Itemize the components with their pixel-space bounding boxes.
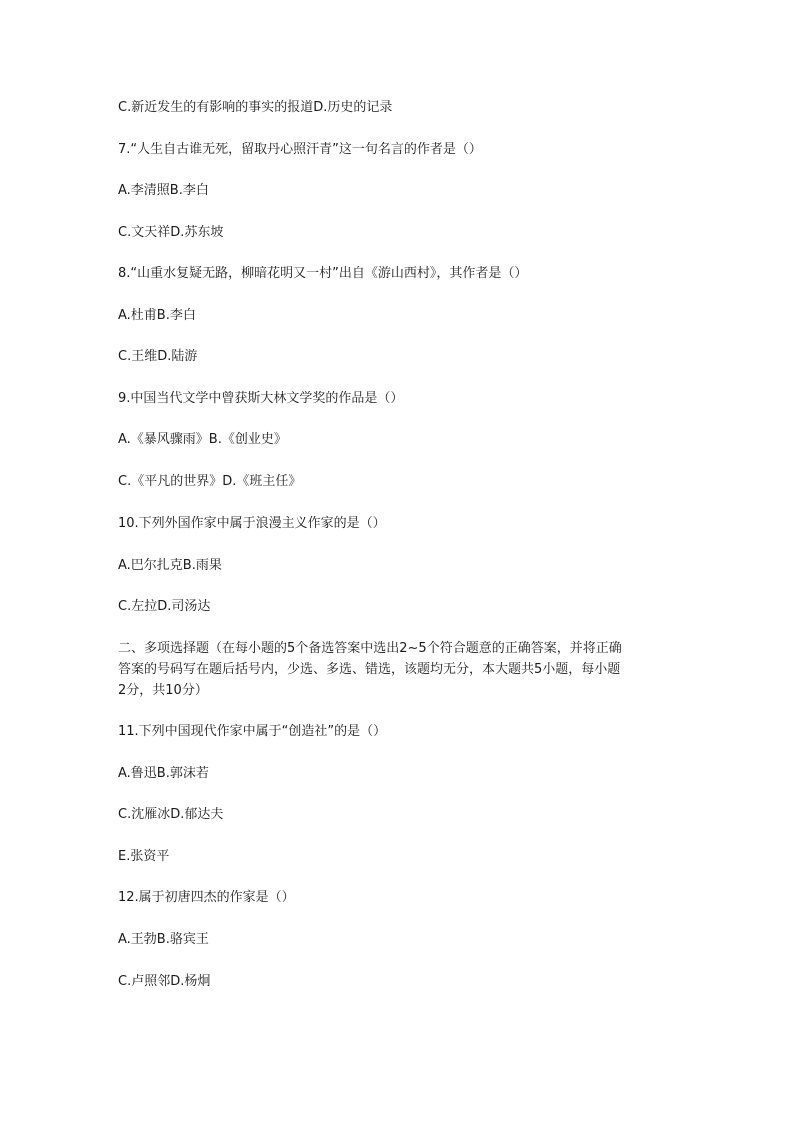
- option-line-12ab: A.王勃B.骆宾王: [118, 932, 209, 947]
- option-line-10ab: A.巴尔扎克B.雨果: [118, 558, 222, 573]
- option-line-10cd: C.左拉D.司汤达: [118, 599, 211, 614]
- question-9: 9.中国当代文学中曾获斯大林文学奖的作品是（）: [118, 391, 404, 406]
- option-line-7ab: A.李清照B.李白: [118, 183, 209, 198]
- option-line-9cd: C.《平凡的世界》D.《班主任》: [118, 474, 302, 489]
- section-heading-multiple-choice: [118, 638, 678, 701]
- section-heading-line-1: 二、多项选择题（在每小题的5个备选答案中选出2~5个符合题意的正确答案，并将正确: [118, 641, 622, 656]
- option-line-6cd: C.新近发生的有影响的事实的报道D.历史的记录: [118, 100, 393, 115]
- question-7: 7.“人生自古谁无死，留取丹心照汗青”这一句名言的作者是（）: [118, 142, 482, 157]
- option-line-7cd: C.文天祥D.苏东坡: [118, 225, 224, 240]
- option-line-11ab: A.鲁迅B.郭沫若: [118, 766, 209, 781]
- option-line-8cd: C.王维D.陆游: [118, 349, 198, 364]
- option-line-11e: E.张资平: [118, 849, 170, 864]
- option-line-12cd: C.卢照邻D.杨炯: [118, 974, 211, 989]
- option-line-9ab: A.《暴风骤雨》B.《创业史》: [118, 432, 287, 447]
- section-heading-line-2: 答案的号码写在题后括号内，少选、多选、错选，该题均无分，本大题共5小题，每小题: [118, 662, 621, 677]
- question-10: 10.下列外国作家中属于浪漫主义作家的是（）: [118, 516, 386, 531]
- option-line-11cd: C.沈雁冰D.郁达夫: [118, 807, 224, 822]
- question-8: 8.“山重水复疑无路，柳暗花明又一村”出自《游山西村》，其作者是（）: [118, 266, 528, 281]
- question-12: 12.属于初唐四杰的作家是（）: [118, 890, 295, 905]
- section-heading-line-3: 2分，共10分）: [118, 683, 208, 698]
- question-11: 11.下列中国现代作家中属于“创造社”的是（）: [118, 724, 387, 739]
- option-line-8ab: A.杜甫B.李白: [118, 308, 196, 323]
